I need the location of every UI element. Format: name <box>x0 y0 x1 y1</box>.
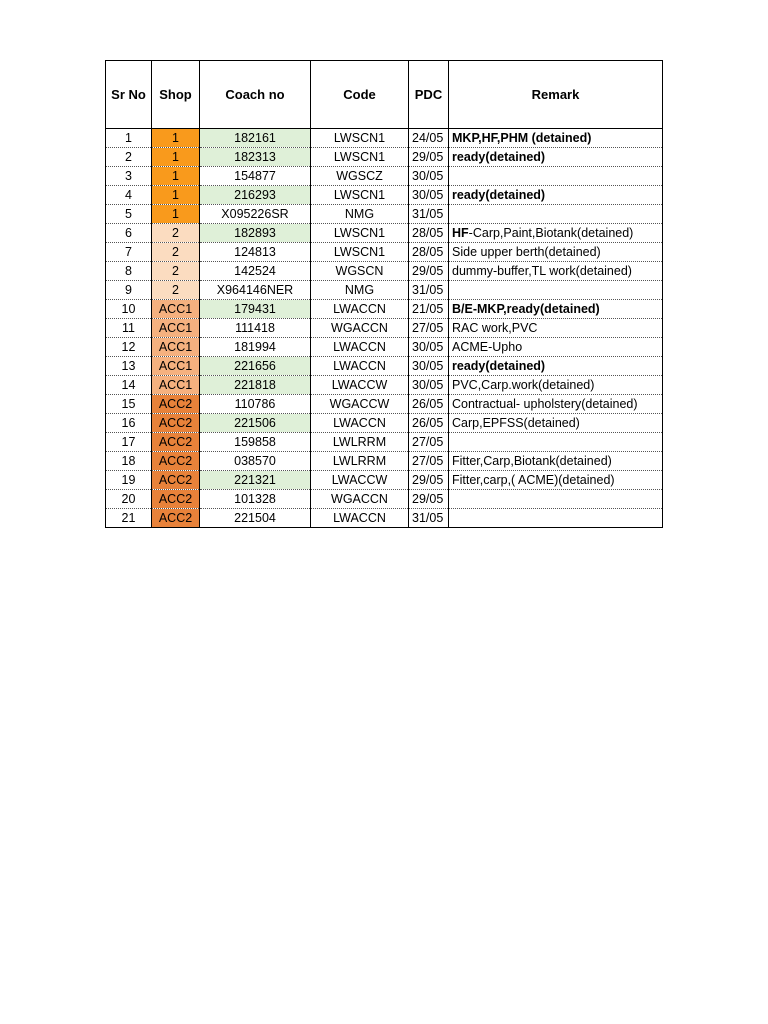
shop-cell: ACC2 <box>152 490 200 509</box>
remark-cell <box>449 376 663 395</box>
sr-no-cell: 13 <box>106 357 152 376</box>
coach-no-cell: 179431 <box>200 300 311 319</box>
remark-cell <box>449 452 663 471</box>
code-cell: WGACCW <box>311 395 409 414</box>
table-row <box>106 395 663 414</box>
table-row <box>106 129 663 148</box>
code-cell: LWACCN <box>311 338 409 357</box>
remark-text: Side upper berth(detained) <box>452 245 601 259</box>
remark-text: RAC work,PVC <box>452 321 538 335</box>
sr-no-cell: 6 <box>106 224 152 243</box>
table-row <box>106 224 663 243</box>
remark-cell <box>449 281 663 300</box>
code-cell: LWSCN1 <box>311 148 409 167</box>
pdc-cell: 26/05 <box>409 414 449 433</box>
remark-text: Fitter,Carp,Biotank(detained) <box>452 454 612 468</box>
remark-cell <box>449 395 663 414</box>
remark-cell <box>449 414 663 433</box>
sr-no-cell: 4 <box>106 186 152 205</box>
shop-cell: ACC1 <box>152 357 200 376</box>
sr-no-cell: 18 <box>106 452 152 471</box>
code-cell: LWLRRM <box>311 433 409 452</box>
remark-cell <box>449 471 663 490</box>
remark-text: -Carp,Paint,Biotank(detained) <box>468 226 634 240</box>
pdc-cell: 28/05 <box>409 224 449 243</box>
code-cell: WGACCN <box>311 490 409 509</box>
coach-no-cell: 221656 <box>200 357 311 376</box>
shop-cell: 1 <box>152 148 200 167</box>
sr-no-cell: 9 <box>106 281 152 300</box>
pdc-cell: 30/05 <box>409 357 449 376</box>
code-cell: NMG <box>311 205 409 224</box>
remark-bold-text: MKP,HF,PHM (detained) <box>452 131 592 145</box>
coach-no-cell: 124813 <box>200 243 311 262</box>
remark-bold-text: B/E-MKP,ready(detained) <box>452 302 600 316</box>
remark-text: ACME-Upho <box>452 340 523 354</box>
remark-cell <box>449 224 663 243</box>
code-cell: LWACCN <box>311 509 409 528</box>
sr-no-cell: 1 <box>106 129 152 148</box>
remark-bold-text: ready(detained) <box>452 188 546 202</box>
coach-no-cell: 159858 <box>200 433 311 452</box>
remark-bold-text: ready(detained) <box>452 359 546 373</box>
shop-cell: ACC1 <box>152 319 200 338</box>
remark-cell <box>449 205 663 224</box>
sr-no-cell: 15 <box>106 395 152 414</box>
coach-no-cell: 110786 <box>200 395 311 414</box>
sr-no-cell: 12 <box>106 338 152 357</box>
code-cell: WGSCN <box>311 262 409 281</box>
shop-cell: 1 <box>152 167 200 186</box>
coach-no-cell: 154877 <box>200 167 311 186</box>
coach-no-cell: 142524 <box>200 262 311 281</box>
remark-text: Carp,EPFSS(detained) <box>452 416 580 430</box>
sr-no-cell: 10 <box>106 300 152 319</box>
table-row <box>106 414 663 433</box>
remark-text: Fitter,carp,( ACME)(detained) <box>452 473 615 487</box>
pdc-cell: 26/05 <box>409 395 449 414</box>
table-row <box>106 186 663 205</box>
code-cell: LWACCW <box>311 376 409 395</box>
coach-no-cell: 216293 <box>200 186 311 205</box>
remark-text: Contractual- upholstery(detained) <box>452 397 638 411</box>
remark-cell <box>449 300 663 319</box>
table-row <box>106 167 663 186</box>
table-row <box>106 148 663 167</box>
pdc-cell: 29/05 <box>409 471 449 490</box>
table-row <box>106 319 663 338</box>
table-body <box>106 129 663 528</box>
pdc-cell: 24/05 <box>409 129 449 148</box>
coach-no-cell: 221321 <box>200 471 311 490</box>
pdc-cell: 30/05 <box>409 338 449 357</box>
pdc-cell: 29/05 <box>409 490 449 509</box>
remark-cell <box>449 186 663 205</box>
shop-cell: ACC1 <box>152 338 200 357</box>
sr-no-cell: 19 <box>106 471 152 490</box>
pdc-cell: 31/05 <box>409 281 449 300</box>
table-row <box>106 300 663 319</box>
shop-cell: ACC1 <box>152 376 200 395</box>
header-pdc: PDC <box>409 61 449 129</box>
sr-no-cell: 11 <box>106 319 152 338</box>
table-row <box>106 433 663 452</box>
pdc-cell: 29/05 <box>409 148 449 167</box>
pdc-cell: 30/05 <box>409 376 449 395</box>
remark-cell <box>449 148 663 167</box>
code-cell: LWSCN1 <box>311 129 409 148</box>
sr-no-cell: 3 <box>106 167 152 186</box>
shop-cell: ACC2 <box>152 452 200 471</box>
code-cell: LWLRRM <box>311 452 409 471</box>
shop-cell: ACC2 <box>152 414 200 433</box>
remark-cell <box>449 357 663 376</box>
table-row <box>106 452 663 471</box>
table-row <box>106 281 663 300</box>
remark-cell <box>449 319 663 338</box>
coach-no-cell: 111418 <box>200 319 311 338</box>
shop-cell: ACC1 <box>152 300 200 319</box>
pdc-cell: 31/05 <box>409 205 449 224</box>
header-remark: Remark <box>449 61 663 129</box>
sr-no-cell: 5 <box>106 205 152 224</box>
sr-no-cell: 14 <box>106 376 152 395</box>
pdc-cell: 30/05 <box>409 186 449 205</box>
remark-cell <box>449 243 663 262</box>
pdc-cell: 28/05 <box>409 243 449 262</box>
table-row <box>106 471 663 490</box>
header-shop: Shop <box>152 61 200 129</box>
sr-no-cell: 16 <box>106 414 152 433</box>
code-cell: LWSCN1 <box>311 224 409 243</box>
shop-cell: ACC2 <box>152 509 200 528</box>
remark-cell <box>449 129 663 148</box>
pdc-cell: 27/05 <box>409 433 449 452</box>
remark-cell <box>449 262 663 281</box>
coach-no-cell: 101328 <box>200 490 311 509</box>
table-row <box>106 490 663 509</box>
table-row <box>106 376 663 395</box>
coach-no-cell: 221506 <box>200 414 311 433</box>
header-sr-no: Sr No <box>106 61 152 129</box>
sr-no-cell: 8 <box>106 262 152 281</box>
pdc-cell: 27/05 <box>409 319 449 338</box>
shop-cell: 1 <box>152 186 200 205</box>
coach-no-cell: 182313 <box>200 148 311 167</box>
table-row <box>106 262 663 281</box>
code-cell: LWSCN1 <box>311 186 409 205</box>
sr-no-cell: 20 <box>106 490 152 509</box>
remark-text: dummy-buffer,TL work(detained) <box>452 264 632 278</box>
sr-no-cell: 17 <box>106 433 152 452</box>
remark-cell <box>449 167 663 186</box>
coach-no-cell: 182161 <box>200 129 311 148</box>
remark-text: PVC,Carp.work(detained) <box>452 378 595 392</box>
coach-status-table <box>105 60 663 528</box>
shop-cell: ACC2 <box>152 395 200 414</box>
code-cell: LWACCN <box>311 357 409 376</box>
pdc-cell: 31/05 <box>409 509 449 528</box>
shop-cell: 2 <box>152 262 200 281</box>
header-coach-no: Coach no <box>200 61 311 129</box>
remark-bold-text: HF <box>452 226 469 240</box>
remark-cell <box>449 509 663 528</box>
shop-cell: ACC2 <box>152 433 200 452</box>
coach-no-cell: 221818 <box>200 376 311 395</box>
sr-no-cell: 7 <box>106 243 152 262</box>
remark-bold-text: ready(detained) <box>452 150 546 164</box>
shop-cell: 2 <box>152 281 200 300</box>
shop-cell: 2 <box>152 243 200 262</box>
pdc-cell: 29/05 <box>409 262 449 281</box>
code-cell: WGSCZ <box>311 167 409 186</box>
code-cell: LWACCN <box>311 300 409 319</box>
shop-cell: 2 <box>152 224 200 243</box>
code-cell: NMG <box>311 281 409 300</box>
shop-cell: 1 <box>152 129 200 148</box>
pdc-cell: 30/05 <box>409 167 449 186</box>
remark-cell <box>449 338 663 357</box>
coach-no-cell: X964146NER <box>200 281 311 300</box>
coach-no-cell: 182893 <box>200 224 311 243</box>
sr-no-cell: 2 <box>106 148 152 167</box>
pdc-cell: 27/05 <box>409 452 449 471</box>
table-row <box>106 205 663 224</box>
coach-no-cell: X095226SR <box>200 205 311 224</box>
code-cell: WGACCN <box>311 319 409 338</box>
coach-no-cell: 038570 <box>200 452 311 471</box>
pdc-cell: 21/05 <box>409 300 449 319</box>
code-cell: LWACCW <box>311 471 409 490</box>
code-cell: LWACCN <box>311 414 409 433</box>
shop-cell: ACC2 <box>152 471 200 490</box>
code-cell: LWSCN1 <box>311 243 409 262</box>
remark-cell <box>449 490 663 509</box>
header-code: Code <box>311 61 409 129</box>
table-row <box>106 357 663 376</box>
remark-cell <box>449 433 663 452</box>
coach-no-cell: 221504 <box>200 509 311 528</box>
coach-no-cell: 181994 <box>200 338 311 357</box>
shop-cell: 1 <box>152 205 200 224</box>
header-row <box>106 61 663 129</box>
table-row <box>106 509 663 528</box>
table-row <box>106 338 663 357</box>
sr-no-cell: 21 <box>106 509 152 528</box>
table-row <box>106 243 663 262</box>
